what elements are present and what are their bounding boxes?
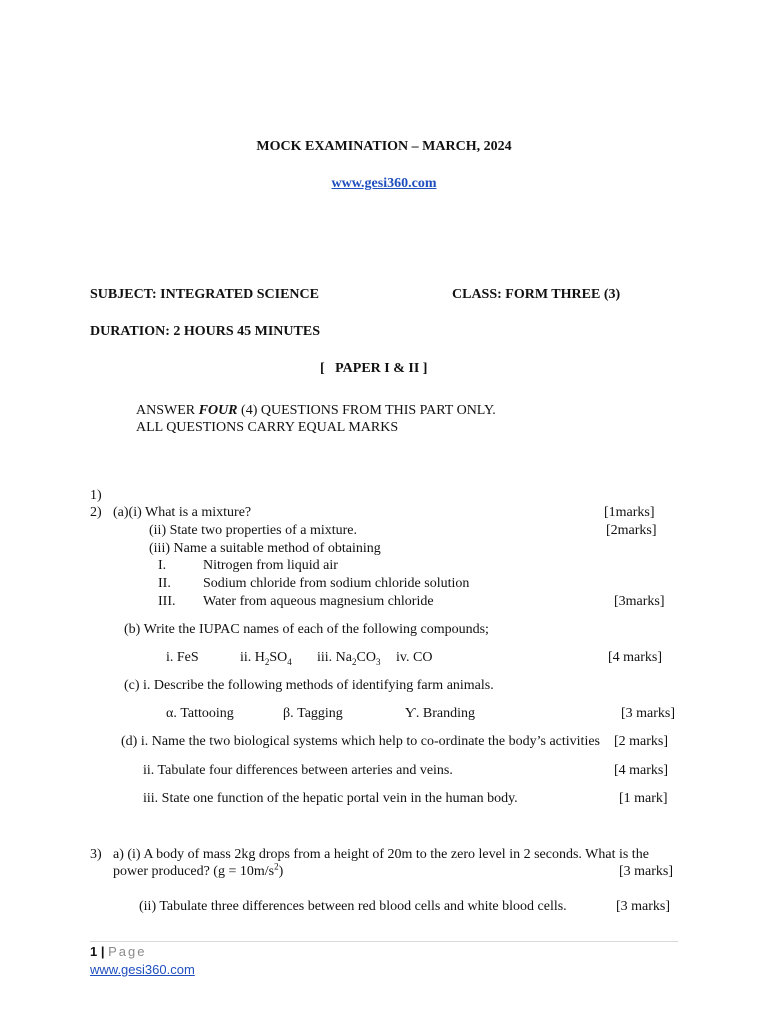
compound-2	[240, 649, 292, 666]
q3-a-i-line-1: a) (i) A body of mass 2kg drops from a height of 20m to the zero level in 2 seconds. What is the	[113, 847, 649, 862]
q2-a-i-text: (a)(i) What is a mixture?	[113, 505, 252, 520]
q2-a-iii-item-text: Water from aqueous magnesium chloride	[203, 594, 434, 609]
q2-a-iii-item-num: III.	[158, 594, 176, 609]
instruction-text: ANSWER	[136, 403, 199, 418]
formula-part: iii. Na	[317, 650, 352, 665]
q2-a-iii-item-text: Nitrogen from liquid air	[203, 558, 338, 573]
q2-a-i-marks: [1marks]	[604, 505, 655, 520]
instruction-text: (4) QUESTIONS FROM THIS PART ONLY.	[237, 403, 496, 418]
question-3-number: 3)	[90, 847, 102, 862]
q2-a-ii-marks: [2marks]	[606, 523, 657, 538]
q3-a-i-marks: [3 marks]	[619, 864, 674, 879]
method-1: α. Tattooing	[166, 706, 234, 721]
page-footer	[90, 943, 147, 960]
instruction-line-2: ALL QUESTIONS CARRY EQUAL MARKS	[136, 420, 399, 435]
q2-d-iii-text: iii. State one function of the hepatic portal vein in the human body.	[143, 791, 518, 806]
q2-c-text: (c) i. Describe the following methods of identifying farm animals.	[124, 678, 494, 693]
class-label: CLASS: FORM THREE (3)	[452, 287, 621, 302]
paper-label: [ PAPER I & II ]	[320, 361, 428, 376]
method-2: β. Tagging	[283, 706, 343, 721]
question-2-number: 2)	[90, 505, 102, 520]
q2-a-iii-item-num: I.	[158, 558, 167, 573]
exam-title: MOCK EXAMINATION – MARCH, 2024	[256, 139, 512, 154]
subject-label: SUBJECT: INTEGRATED SCIENCE	[90, 287, 319, 302]
q2-a-ii-text: (ii) State two properties of a mixture.	[149, 523, 357, 538]
page-number: 1	[90, 944, 98, 959]
q2-d-i-marks: [2 marks]	[614, 734, 669, 749]
instruction-emphasis: FOUR	[198, 403, 238, 418]
page-word: Page	[108, 944, 147, 959]
formula-part: SO	[269, 650, 288, 665]
q3-text-part: power produced? (g = 10m/s	[113, 864, 275, 879]
compound-3	[317, 649, 380, 666]
q2-d-ii-text: ii. Tabulate four differences between arteries and veins.	[143, 763, 453, 778]
formula-subscript: 3	[375, 656, 381, 667]
footer-divider	[90, 941, 678, 942]
q2-a-iii-marks: [3marks]	[614, 594, 665, 609]
q3-a-i-line-2	[113, 863, 283, 880]
formula-part: ii. H	[240, 650, 265, 665]
q2-d-iii-marks: [1 mark]	[619, 791, 668, 806]
formula-part: CO	[356, 650, 376, 665]
q2-b-text: (b) Write the IUPAC names of each of the following compounds;	[124, 622, 489, 637]
compound-4: iv. CO	[396, 650, 433, 665]
page-separator: |	[100, 944, 105, 959]
q2-d-i-text: (d) i. Name the two biological systems which help to co-ordinate the body’s activities	[121, 734, 601, 749]
superscript: 2	[274, 861, 279, 872]
instruction-line-1	[136, 402, 496, 419]
q2-b-marks: [4 marks]	[608, 650, 663, 665]
formula-subscript: 2	[264, 656, 270, 667]
q2-d-ii-marks: [4 marks]	[614, 763, 669, 778]
question-1-number: 1)	[90, 488, 102, 503]
q2-a-iii-text: (iii) Name a suitable method of obtaining	[149, 541, 381, 556]
duration-label: DURATION: 2 HOURS 45 MINUTES	[90, 324, 320, 339]
compound-1: i. FeS	[166, 650, 199, 665]
footer-website-link[interactable]: www.gesi360.com	[90, 962, 195, 977]
q2-a-iii-item-num: II.	[158, 576, 171, 591]
q3-text-part: )	[278, 864, 284, 879]
q2-c-marks: [3 marks]	[621, 706, 676, 721]
q3-a-ii-text: (ii) Tabulate three differences between red blood cells and white blood cells.	[139, 899, 567, 914]
header-website-link[interactable]: www.gesi360.com	[331, 176, 437, 191]
formula-subscript: 2	[352, 656, 357, 667]
q3-a-ii-marks: [3 marks]	[616, 899, 671, 914]
q2-a-iii-item-text: Sodium chloride from sodium chloride solution	[203, 576, 470, 591]
method-3: Ƴ. Branding	[405, 706, 476, 721]
formula-subscript: 4	[287, 656, 292, 667]
